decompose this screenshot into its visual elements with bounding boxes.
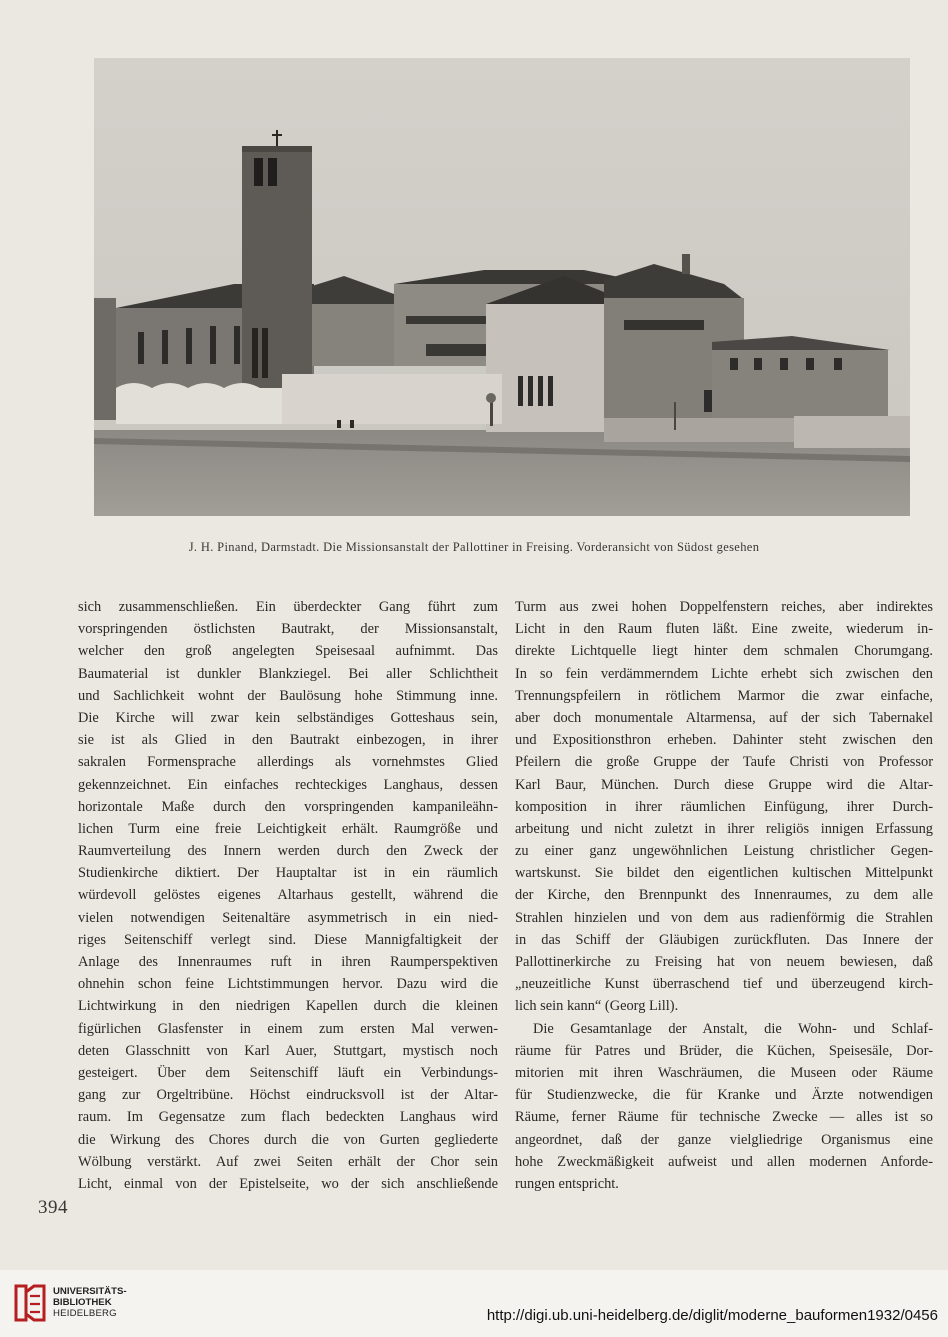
text-line: deten Glasschnitt von Karl Auer, Stuttgart, mystisch noch <box>78 1042 498 1059</box>
text-line: räume für Patres und Brüder, die Küchen, Speisesäle, Dor- <box>515 1042 933 1059</box>
text-line: Studienkirche diktiert. Der Hauptaltar ist in ein räumlich <box>78 865 498 882</box>
text-line: Räume, ferner Räume für technische Zwecke — alles ist so <box>515 1109 933 1126</box>
text-line: Die Gesamtanlage der Anstalt, die Wohn- und Schlaf- <box>533 1020 933 1037</box>
text-line: wartskunst. Sie bildet den eigentlichen kultischen Mittelpunkt <box>515 865 933 882</box>
text-line: sakralen Formensprache allerdings als vornehmstes Glied <box>78 754 498 771</box>
library-line-1: UNIVERSITÄTS- <box>53 1286 127 1297</box>
left-text-column <box>78 596 498 1195</box>
text-line: Pallottinerkirche zu Freising hat von neuem bewiesen, daß <box>515 954 933 970</box>
text-line: lichen Turm eine freie Leichtigkeit erhält. Raumgröße und <box>78 820 498 837</box>
text-line: Raumverteilung des Innern werden durch den Zweck der <box>78 843 498 860</box>
text-line: zu einer ganz ungewöhnlichen Leistung christlicher Gegen- <box>515 843 933 860</box>
photo-caption: J. H. Pinand, Darmstadt. Die Missionsanstalt der Pallottiner in Freising. Vorderansicht von Südost gesehen <box>188 540 760 554</box>
text-line: Trennungspfeilern in rötlichem Marmor die zwar einfache, <box>515 687 933 704</box>
page-number: 394 <box>38 1197 68 1218</box>
text-line: für Studienzwecke, die für Kranke und Ärzte notwendigen <box>515 1087 933 1104</box>
text-line: der Kirche, den Brennpunkt des Innenraumes, zu dem alle <box>515 887 933 904</box>
library-line-2: BIBLIOTHEK <box>53 1297 112 1308</box>
text-line: Licht in den Raum fluten läßt. Eine zweite, wiederum in- <box>515 621 933 638</box>
building-photograph <box>94 58 910 516</box>
text-line: aber doch monumentale Altarmensa, auf der sich Tabernakel <box>515 709 933 726</box>
text-line: angeordnet, daß der ganze vielgliedrige Organismus eine <box>515 1131 933 1148</box>
text-line: Pfeilern die große Gruppe der Taufe Christi von Professor <box>515 754 933 771</box>
text-line: direkte Lichtquelle liegt hinter dem schmalen Chorumgang. <box>515 643 933 660</box>
text-line: Licht, einmal von der Epistelseite, wo der sich anschließende <box>78 1175 498 1192</box>
text-line: vielen notwendigen Seitenaltäre asymmetrisch in ein nied- <box>78 909 498 926</box>
text-line: Anlage des Innenraumes ruft in ihren Raumperspektiven <box>78 954 498 970</box>
library-name <box>53 1286 127 1319</box>
text-line: Turm aus zwei hohen Doppelfenstern reiches, aber indirektes <box>515 599 933 615</box>
text-line: in das Schiff der Gläubigen zurückfluten. Das Innere der <box>515 931 933 948</box>
text-line: und Sachlichkeit wohnt der Baulösung hohe Stimmung inne. <box>78 687 498 704</box>
text-line: horizontale Maße durch den vorspringenden kampanileähn- <box>78 798 498 815</box>
text-line: ohnehin schon feine Lichtstimmungen hervor. Dazu wird die <box>78 976 498 993</box>
right-text-column <box>515 596 933 1195</box>
text-line: und Expositionsthron erheben. Dahinter steht zwischen den <box>515 732 933 749</box>
text-line: komposition in ihrer räumlichen Einfügung, ihrer Durch- <box>515 798 933 815</box>
photograph-image <box>94 58 910 516</box>
text-line: lich sein kann“ (Georg Lill). <box>515 998 679 1015</box>
source-url-link[interactable]: http://digi.ub.uni-heidelberg.de/diglit/moderne_bauformen1932/0456 <box>486 1307 938 1324</box>
text-line: Karl Baur, München. Durch diese Gruppe wird die Altar- <box>515 776 933 793</box>
text-line: mitorien mit ihren Waschräumen, die Museen oder Räume <box>515 1064 933 1081</box>
text-line: Lichtwirkung in den niedrigen Kapellen durch die kleinen <box>78 998 498 1015</box>
text-line: welcher den groß angelegten Speisesaal aufnimmt. Das <box>78 643 498 660</box>
text-line: die Wirkung des Chores durch die von Gurten gegliederte <box>78 1131 498 1148</box>
text-line: figürlichen Glasfenster in einem zum ersten Mal verwen- <box>78 1020 498 1037</box>
text-line: raum. Im Gegensatze zum flach bedeckten Langhaus wird <box>78 1109 498 1126</box>
university-library-logo-icon <box>12 1282 48 1324</box>
text-line: Strahlen hinzielen und von dem aus radienförmig die Strahlen <box>515 909 933 926</box>
text-line: vorspringenden östlichsten Bautrakt, der Missionsanstalt, <box>78 621 498 638</box>
text-line: sie ist als Glied in den Bautrakt einbezogen, in ihrer <box>78 732 498 749</box>
text-line: Baumaterial ist dunkler Blankziegel. Bei aller Schlichtheit <box>78 665 498 682</box>
library-line-3: HEIDELBERG <box>53 1308 117 1319</box>
text-line: Die Kirche will zwar kein selbständiges Gotteshaus sein, <box>78 709 498 726</box>
text-line: würdevoll gelöstes eigenes Altarhaus gestellt, während die <box>78 887 498 904</box>
text-line: sich zusammenschließen. Ein überdeckter Gang führt zum <box>78 599 498 615</box>
text-line: arbeitung und nicht zuletzt in ihrer religiös innigen Erfassung <box>515 820 933 837</box>
text-line: hohe Zweckmäßigkeit aufweist und allen modernen Anforde- <box>515 1153 933 1170</box>
footer-bar <box>0 1270 948 1337</box>
text-line: riges Seitenschiff verlegt sind. Diese Mannigfaltigkeit der <box>78 931 498 948</box>
text-line: gang zur Orgeltribüne. Höchst eindrucksvoll ist der Altar- <box>78 1087 498 1104</box>
text-line: Wölbung verstärkt. Auf zwei Seiten erhält der Chor sein <box>78 1153 498 1170</box>
text-line: gekennzeichnet. Ein einfaches rechteckiges Langhaus, dessen <box>78 776 498 793</box>
text-line: gesteigert. Über dem Seitenschiff läuft ein Verbindungs- <box>78 1064 498 1081</box>
text-line: „neuzeitliche Kunst überraschend tief und überzeugend kirch- <box>515 976 933 993</box>
text-line: rungen entspricht. <box>515 1175 619 1192</box>
text-line: In so fein verdämmerndem Lichte erhebt sich zwischen den <box>515 665 933 682</box>
